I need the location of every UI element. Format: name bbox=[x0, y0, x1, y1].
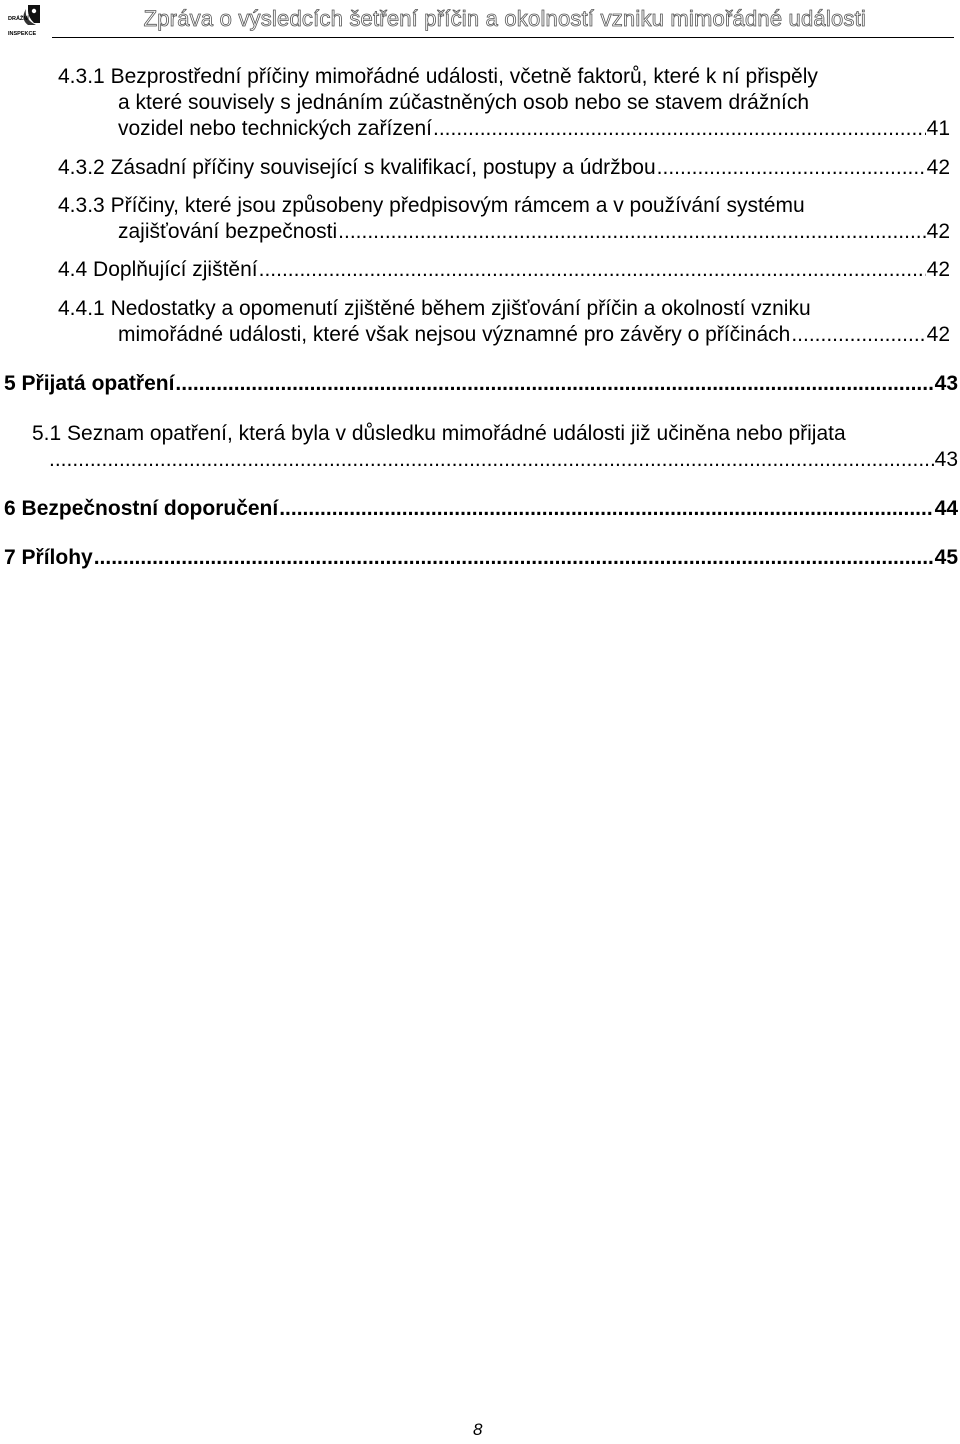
toc-number: 4.4 bbox=[58, 258, 88, 281]
toc-entry-4-3-3[interactable] bbox=[58, 193, 950, 245]
toc-number: 6 bbox=[4, 497, 16, 520]
toc-leader-dots bbox=[338, 219, 925, 245]
toc-title-line: Doplňující zjištění bbox=[93, 258, 258, 281]
toc-leader-dots bbox=[49, 447, 934, 473]
toc-entry-7[interactable] bbox=[4, 545, 958, 571]
toc-number: 7 bbox=[4, 546, 16, 569]
toc-page-number: 45 bbox=[934, 546, 958, 569]
toc-leader-dots bbox=[791, 322, 925, 348]
toc-number: 4.3.2 bbox=[58, 156, 105, 179]
toc-title-line: Nedostatky a opomenutí zjištěné během zjišťování příčin a okolností vzniku bbox=[110, 297, 811, 320]
toc-page-number: 41 bbox=[926, 117, 950, 140]
toc-number: 4.3.1 bbox=[58, 65, 105, 88]
toc-title-line: Seznam opatření, která byla v důsledku mimořádné události již učiněna nebo přijata bbox=[67, 422, 846, 445]
toc-title-line: Zásadní příčiny související s kvalifikací, postupy a údržbou bbox=[110, 156, 656, 179]
toc-page-number: 42 bbox=[926, 220, 950, 243]
toc-title-line: Příčiny, které jsou způsobeny předpisovým rámcem a v používání systému bbox=[110, 194, 805, 217]
toc-entry-4-3-1[interactable] bbox=[58, 64, 950, 142]
toc-page-number: 43 bbox=[934, 448, 958, 471]
drazni-inspekce-logo bbox=[4, 3, 44, 37]
toc-entry-4-4[interactable] bbox=[58, 257, 950, 283]
toc-title-line: a které souvisely s jednáním zúčastněných osob nebo se stavem drážních bbox=[118, 91, 810, 114]
toc-number: 5.1 bbox=[32, 422, 62, 445]
toc-title-line: Přijatá opatření bbox=[21, 372, 175, 395]
page-header bbox=[0, 0, 960, 40]
toc-leader-dots bbox=[279, 496, 933, 522]
toc-leader-dots bbox=[657, 155, 926, 181]
toc-title-line: vozidel nebo technických zařízení bbox=[118, 117, 433, 140]
toc-number: 5 bbox=[4, 372, 16, 395]
header-divider bbox=[52, 37, 954, 38]
toc-entry-5-1[interactable] bbox=[32, 421, 958, 473]
toc-entry-6[interactable] bbox=[4, 496, 958, 522]
document-title: Zpráva o výsledcích šetření příčin a okolností vzniku mimořádné události bbox=[143, 6, 866, 31]
toc-entry-4-4-1[interactable] bbox=[58, 296, 950, 348]
logo-text-line2: INSPEKCE bbox=[8, 31, 37, 37]
logo-text-line1: DRÁŽNÍ bbox=[8, 16, 29, 22]
toc-page-number: 42 bbox=[926, 258, 950, 281]
page-number: 8 bbox=[473, 1420, 483, 1439]
toc-page-number: 42 bbox=[926, 156, 950, 179]
toc-page-number: 44 bbox=[934, 497, 958, 520]
toc-leader-dots bbox=[259, 257, 926, 283]
toc-entry-5[interactable] bbox=[4, 371, 958, 397]
toc-title-line: Bezprostřední příčiny mimořádné události, včetně faktorů, které k ní přispěly bbox=[110, 65, 818, 88]
toc-leader-dots bbox=[433, 116, 926, 142]
toc-page-number: 43 bbox=[934, 372, 958, 395]
toc-number: 4.4.1 bbox=[58, 297, 105, 320]
toc-title-line: zajišťování bezpečnosti bbox=[118, 220, 338, 243]
toc-title-line: Bezpečnostní doporučení bbox=[21, 497, 279, 520]
toc-page-number: 42 bbox=[926, 323, 950, 346]
toc-number: 4.3.3 bbox=[58, 194, 105, 217]
toc-leader-dots bbox=[94, 545, 934, 571]
toc-title-line: mimořádné události, které však nejsou významné pro závěry o příčinách bbox=[118, 323, 791, 346]
toc-title-line: Přílohy bbox=[21, 546, 93, 569]
toc-leader-dots bbox=[175, 371, 933, 397]
toc-entry-4-3-2[interactable] bbox=[58, 155, 950, 181]
